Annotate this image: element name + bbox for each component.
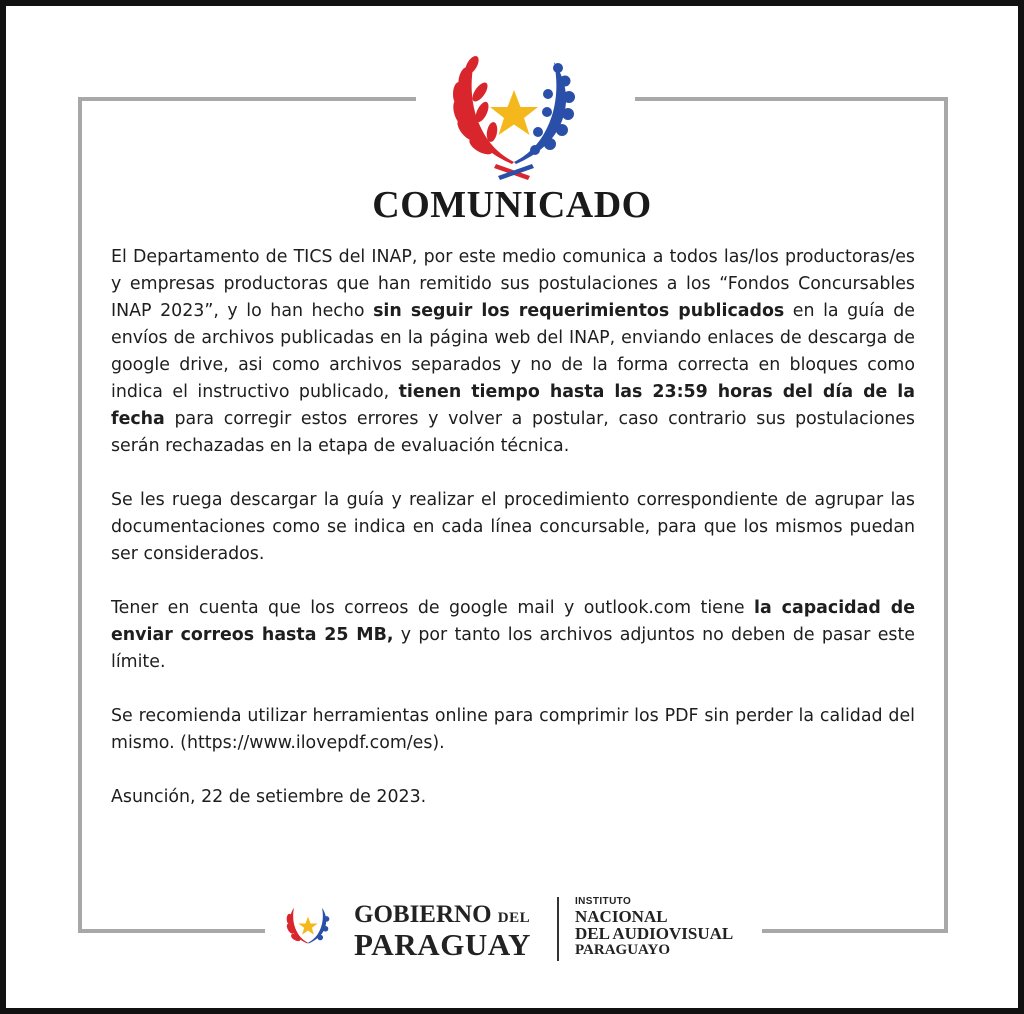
gobierno-logo-text: GOBIERNO DEL PARAGUAY	[354, 901, 532, 962]
national-emblem-icon	[280, 900, 336, 954]
logo-divider	[557, 897, 559, 961]
star-icon	[490, 90, 538, 135]
frame-line	[635, 97, 948, 101]
frame-line	[78, 929, 265, 933]
national-emblem-icon	[434, 52, 594, 182]
star-icon	[298, 917, 318, 935]
paragraph-1: El Departamento de TICS del INAP, por este medio comunica a todos las/los productoras/es y empresas productoras que han remitido sus postulaciones a los “Fondos Concursables INAP 2023”, y lo han hecho sin seguir los requerimientos publicados en la guía de envíos de archivos publicadas en la página web del INAP, enviando enlaces de descarga de google drive, asi como archivos separados y no de la forma correcta en bloques como indica el instructivo publicado, tienen tiempo hasta las 23:59 horas del día de la fecha para corregir estos errores y volver a postular, caso contrario sus postulaciones serán rechazadas en la etapa de evaluación técnica.	[111, 247, 916, 456]
frame-line	[762, 929, 948, 933]
footer-logos	[270, 890, 760, 970]
inap-logo-text: INSTITUTO NACIONAL DEL AUDIOVISUAL PARAGUAYO	[575, 896, 734, 958]
date-line: Asunción, 22 de setiembre de 2023.	[111, 787, 427, 807]
paragraph-3: Tener en cuenta que los correos de google mail y outlook.com tiene la capacidad de enviar correos hasta 25 MB, y por tanto los archivos adjuntos no deben de pasar este límite.	[111, 598, 916, 672]
paragraph-4: Se recomienda utilizar herramientas online para comprimir los PDF sin perder la calidad del mismo. (https://www.ilovepdf.com/es).	[111, 706, 915, 753]
frame-line	[78, 97, 416, 101]
paragraph-2: Se les ruega descargar la guía y realizar el procedimiento correspondiente de agrupar las documentaciones como se indica en cada línea concursable, para que los mismos puedan ser considerados.	[111, 490, 915, 564]
announcement-body	[111, 244, 915, 838]
page-title: COMUNICADO	[372, 184, 652, 226]
